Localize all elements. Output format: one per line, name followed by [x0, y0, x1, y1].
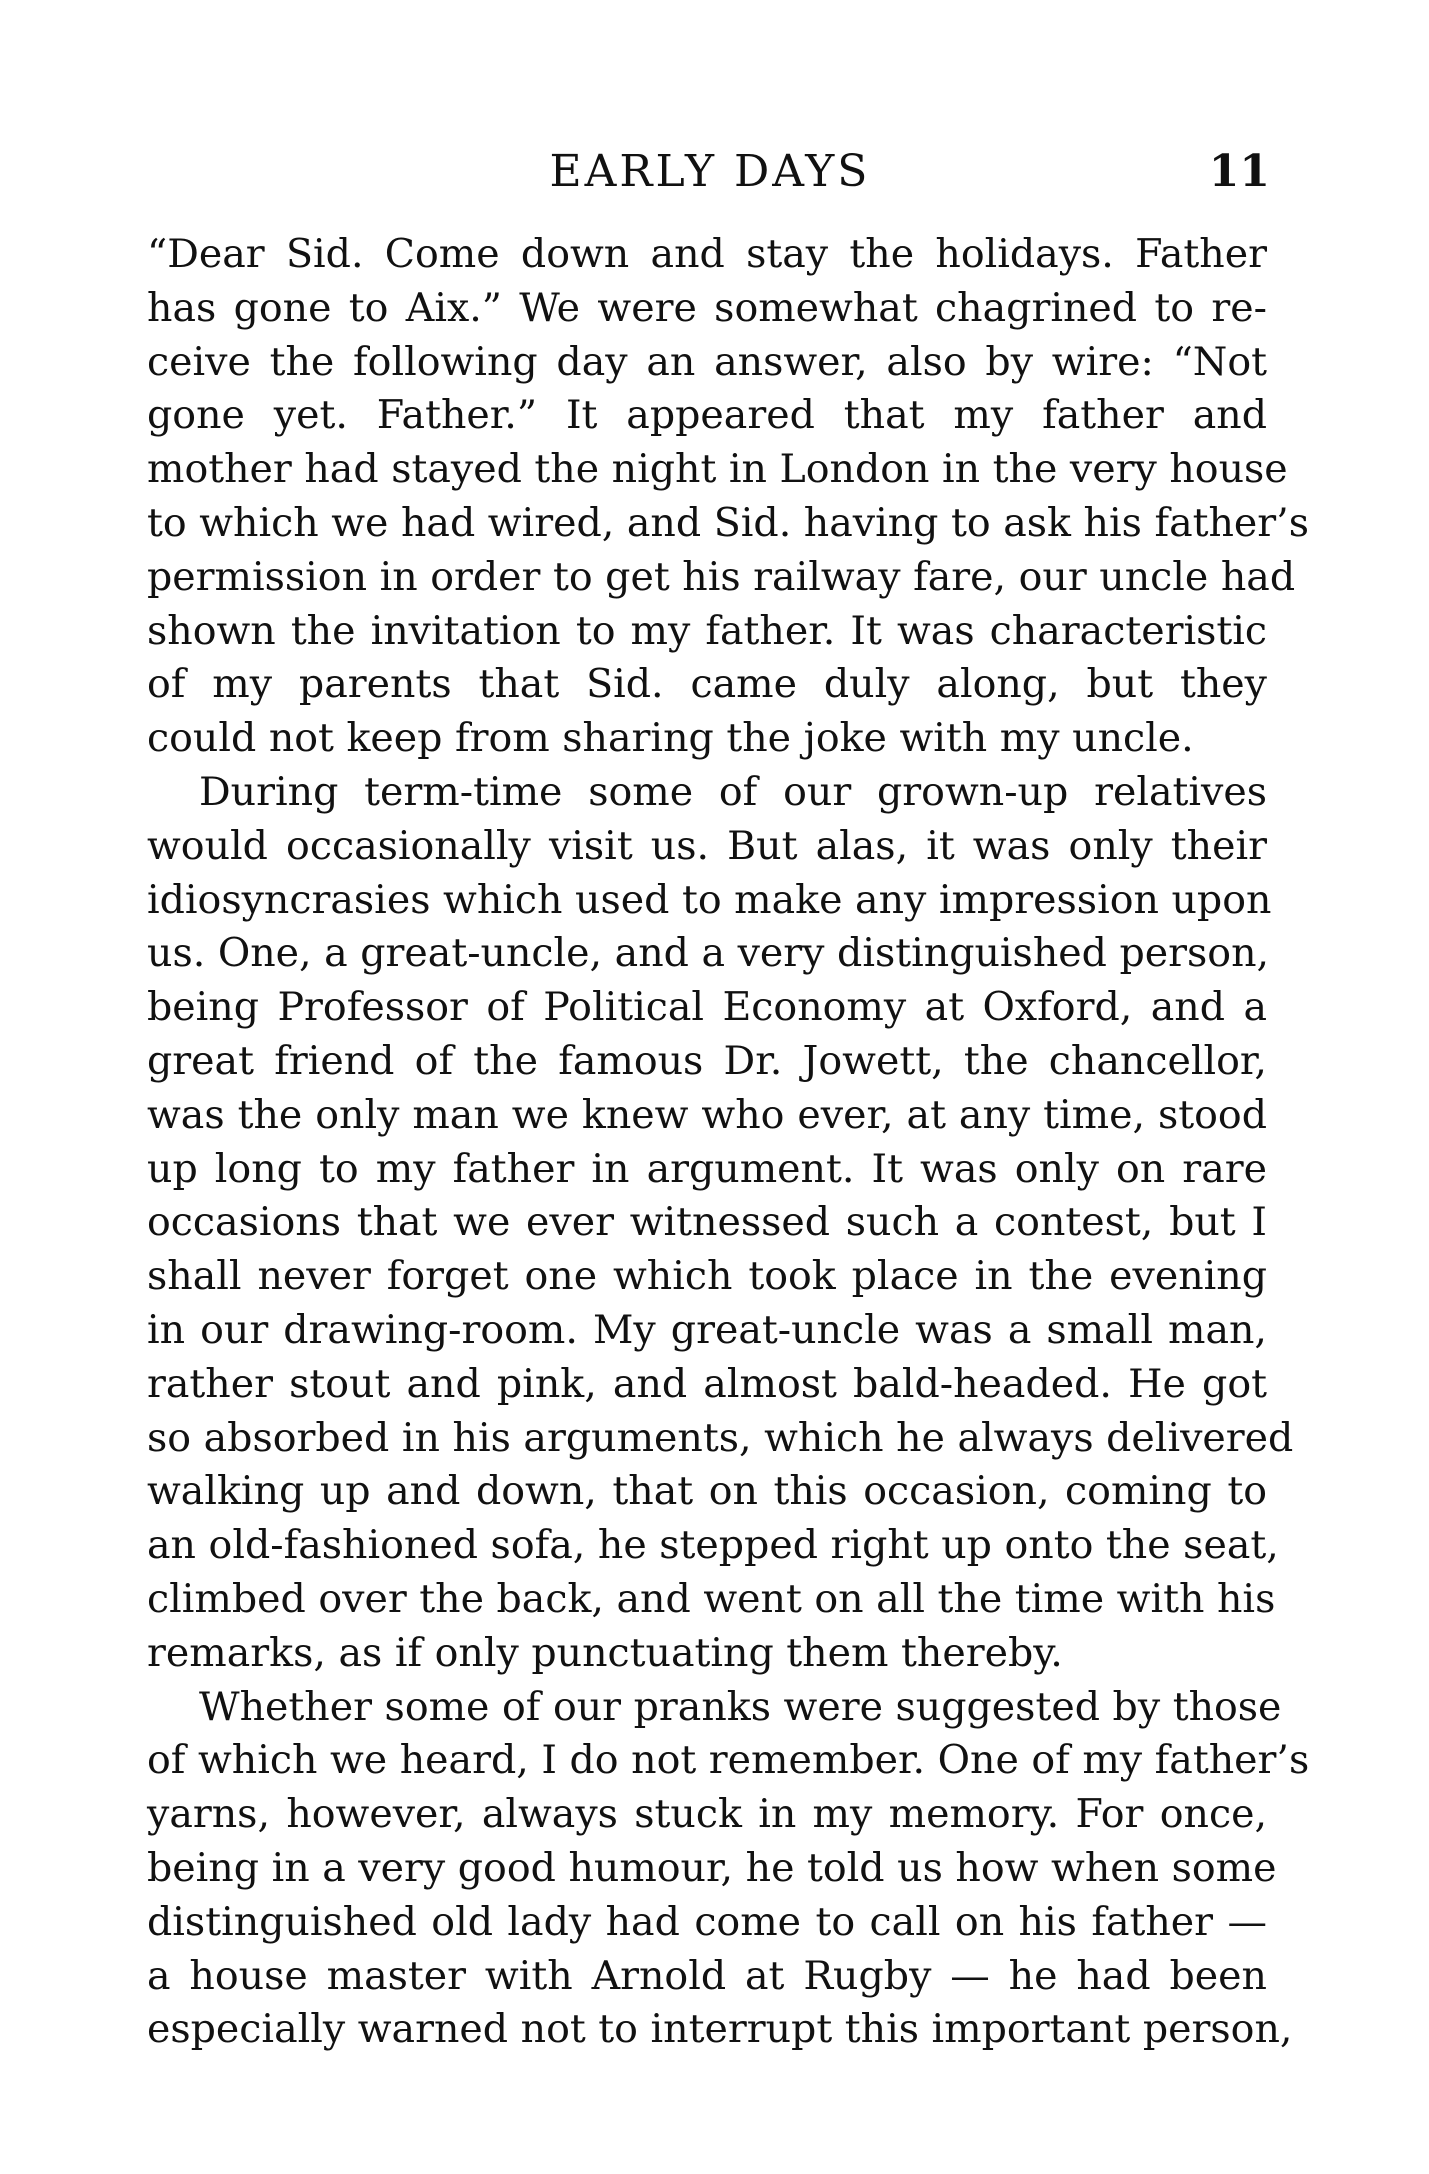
text-line: an old-fashioned sofa, he stepped right up onto the seat, — [147, 1522, 1279, 1569]
text-line: of my parents that Sid. came duly along, but they — [147, 661, 1267, 708]
text-line: occasions that we ever witnessed such a contest, but I — [147, 1199, 1267, 1246]
text-line: was the only man we knew who ever, at any time, stood — [147, 1091, 1267, 1138]
text-line: mother had stayed the night in London in the very house — [147, 446, 1288, 493]
text-line: ceive the following day an answer, also by wire: “Not — [147, 338, 1267, 385]
text-line: permission in order to get his railway fare, our uncle had — [147, 553, 1296, 600]
text-line: idiosyncrasies which used to make any impression upon — [147, 876, 1272, 923]
text-line: rather stout and pink, and almost bald-headed. He got — [147, 1360, 1267, 1407]
text-line: shall never forget one which took place in the evening — [147, 1253, 1267, 1300]
text-line: gone yet. Father.” It appeared that my father and — [147, 392, 1267, 439]
text-line: to which we had wired, and Sid. having to ask his father’s — [147, 499, 1310, 546]
text-line: of which we heard, I do not remember. One of my father’s — [147, 1737, 1310, 1784]
text-line: would occasionally visit us. But alas, it was only their — [147, 822, 1267, 869]
text-line: Whether some of our pranks were suggested by those — [199, 1683, 1282, 1730]
text-line: being in a very good humour, he told us how when some — [147, 1844, 1277, 1891]
body-text — [147, 228, 1310, 2057]
text-line: being Professor of Political Economy at Oxford, and a — [147, 984, 1267, 1031]
running-head — [150, 142, 1270, 202]
text-line: During term-time some of our grown-up relatives — [199, 768, 1267, 815]
text-line: up long to my father in argument. It was only on rare — [147, 1145, 1267, 1192]
paragraph — [147, 766, 1294, 1681]
paragraph — [147, 228, 1310, 766]
text-line: in our drawing-room. My great-uncle was a small man, — [147, 1306, 1267, 1353]
text-line: so absorbed in his arguments, which he always delivered — [147, 1414, 1294, 1461]
text-line: “Dear Sid. Come down and stay the holidays. Father — [147, 231, 1267, 277]
text-line: could not keep from sharing the joke with my uncle. — [147, 715, 1194, 762]
running-title: EARLY DAYS — [549, 146, 871, 197]
text-line: especially warned not to interrupt this important person, — [147, 2006, 1293, 2053]
text-line: yarns, however, always stuck in my memory. For once, — [147, 1791, 1267, 1838]
text-line: climbed over the back, and went on all the time with his — [147, 1575, 1276, 1622]
text-line: distinguished old lady had come to call on his father — — [147, 1898, 1267, 1945]
page-number: 11 — [1208, 146, 1270, 197]
text-line: shown the invitation to my father. It was characteristic — [147, 607, 1267, 654]
text-line: great friend of the famous Dr. Jowett, the chancellor, — [147, 1037, 1267, 1084]
paragraph — [147, 1681, 1310, 2058]
text-line: a house master with Arnold at Rugby — he had been — [147, 1952, 1267, 1999]
text-line: us. One, a great-uncle, and a very distinguished person, — [147, 930, 1270, 977]
text-line: walking up and down, that on this occasion, coming to — [147, 1468, 1267, 1515]
text-line: has gone to Aix.” We were somewhat chagrined to re- — [147, 284, 1267, 331]
text-line: remarks, as if only punctuating them thereby. — [147, 1629, 1063, 1676]
